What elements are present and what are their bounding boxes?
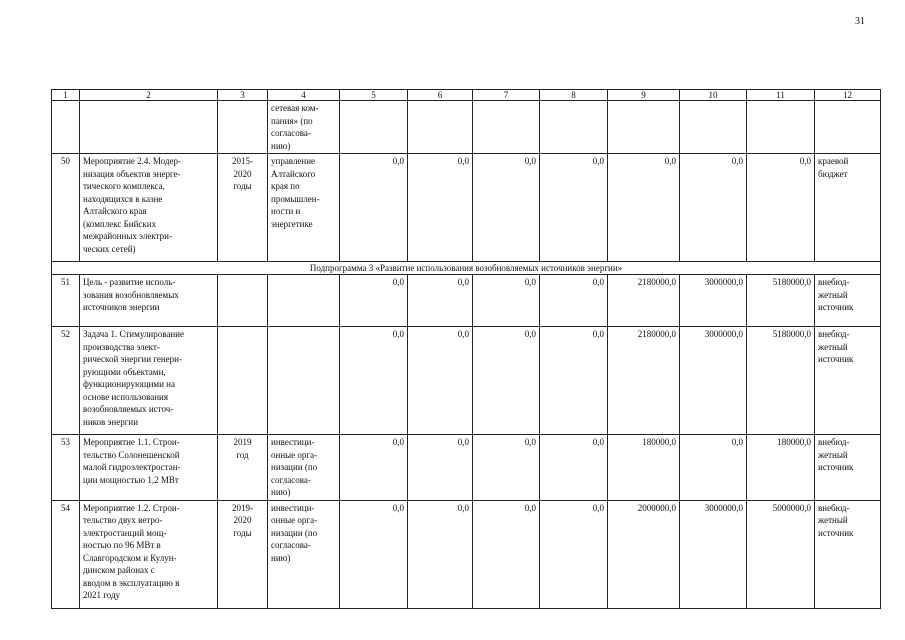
cell-col-3 bbox=[218, 101, 268, 154]
cell-col-2 bbox=[80, 101, 218, 154]
cell-col-6: 0,0 bbox=[408, 154, 473, 262]
cell-col-2: Мероприятие 2.4. Модер- низация объектов энерге- тического комплекса, находящихся в казне Алтайского края (комплекс Бийских межрайонных электри- ческих сетей) bbox=[80, 154, 218, 262]
header-cell: 7 bbox=[473, 90, 540, 101]
cell-col-2: Мероприятие 1.2. Строи- тельство двух ветро- электростанций мощ- ностью по 96 МВт в Славгородском и Кулун- динском районах с вводом в эксплуатацию в 2021 году bbox=[80, 500, 218, 608]
cell-col-12: краевой бюджет bbox=[815, 154, 881, 262]
cell-col-5: 0,0 bbox=[340, 435, 408, 501]
cell-col-6: 0,0 bbox=[408, 275, 473, 327]
cell-col-8: 0,0 bbox=[540, 500, 608, 608]
subprogram-title: Подпрограмма 3 «Развитие использования возобновляемых источников энергии» bbox=[52, 262, 881, 275]
cell-col-7: 0,0 bbox=[473, 435, 540, 501]
header-cell: 6 bbox=[408, 90, 473, 101]
cell-col-9: 2180000,0 bbox=[608, 275, 680, 327]
cell-col-4 bbox=[268, 275, 340, 327]
cell-col-11: 0,0 bbox=[747, 154, 815, 262]
cell-col-6: 0,0 bbox=[408, 500, 473, 608]
cell-col-6: 0,0 bbox=[408, 327, 473, 435]
cell-col-9: 180000,0 bbox=[608, 435, 680, 501]
cell-col-5: 0,0 bbox=[340, 154, 408, 262]
cell-col-6 bbox=[408, 101, 473, 154]
header-cell: 1 bbox=[52, 90, 80, 101]
cell-col-10: 3000000,0 bbox=[680, 500, 747, 608]
cell-col-9: 2180000,0 bbox=[608, 327, 680, 435]
cell-col-7: 0,0 bbox=[473, 275, 540, 327]
cell-col-2: Мероприятие 1.1. Строи- тельство Солонешенской малой гидроэлектростан- ции мощностью 1,2 МВт bbox=[80, 435, 218, 501]
cell-col-11: 5180000,0 bbox=[747, 327, 815, 435]
subprogram-row bbox=[52, 262, 881, 275]
table-row bbox=[52, 275, 881, 327]
cell-col-3: 2015- 2020 годы bbox=[218, 154, 268, 262]
cell-col-11: 5180000,0 bbox=[747, 275, 815, 327]
cell-col-1 bbox=[52, 101, 80, 154]
cell-col-7: 0,0 bbox=[473, 500, 540, 608]
header-cell: 8 bbox=[540, 90, 608, 101]
header-cell: 3 bbox=[218, 90, 268, 101]
cell-col-1: 51 bbox=[52, 275, 80, 327]
header-cell: 9 bbox=[608, 90, 680, 101]
header-cell: 4 bbox=[268, 90, 340, 101]
cell-col-11: 5000000,0 bbox=[747, 500, 815, 608]
cell-col-5 bbox=[340, 101, 408, 154]
cell-col-5: 0,0 bbox=[340, 500, 408, 608]
header-cell: 12 bbox=[815, 90, 881, 101]
table-row bbox=[52, 101, 881, 154]
cell-col-12: внебюд- жетный источник bbox=[815, 275, 881, 327]
cell-col-4: сетевая ком- пания» (по согласова- нию) bbox=[268, 101, 340, 154]
cell-col-4: инвестици- онные орга- низации (по согласова- нию) bbox=[268, 435, 340, 501]
cell-col-12: внебюд- жетный источник bbox=[815, 327, 881, 435]
cell-col-11 bbox=[747, 101, 815, 154]
header-cell: 11 bbox=[747, 90, 815, 101]
cell-col-8: 0,0 bbox=[540, 435, 608, 501]
cell-col-4: инвестици- онные орга- низации (по согласова- нию) bbox=[268, 500, 340, 608]
cell-col-1: 52 bbox=[52, 327, 80, 435]
cell-col-10 bbox=[680, 101, 747, 154]
cell-col-8: 0,0 bbox=[540, 327, 608, 435]
cell-col-7: 0,0 bbox=[473, 327, 540, 435]
cell-col-6: 0,0 bbox=[408, 435, 473, 501]
cell-col-2: Цель - развитие исполь- зования возобновляемых источников энергии bbox=[80, 275, 218, 327]
cell-col-4: управление Алтайского края по промышлен- ности и энергетике bbox=[268, 154, 340, 262]
cell-col-10: 3000000,0 bbox=[680, 275, 747, 327]
cell-col-5: 0,0 bbox=[340, 327, 408, 435]
cell-col-3 bbox=[218, 327, 268, 435]
cell-col-9: 2000000,0 bbox=[608, 500, 680, 608]
cell-col-10: 0,0 bbox=[680, 154, 747, 262]
cell-col-12: внебюд- жетный источник bbox=[815, 435, 881, 501]
table-row bbox=[52, 154, 881, 262]
cell-col-12 bbox=[815, 101, 881, 154]
cell-col-3: 2019 год bbox=[218, 435, 268, 501]
cell-col-3: 2019- 2020 годы bbox=[218, 500, 268, 608]
cell-col-5: 0,0 bbox=[340, 275, 408, 327]
cell-col-10: 0,0 bbox=[680, 435, 747, 501]
cell-col-2: Задача 1. Стимулирование производства элект- рической энергии генери- рующими объектами, функционирующими на основе использования возобновляемых источ- ников энергии bbox=[80, 327, 218, 435]
cell-col-8 bbox=[540, 101, 608, 154]
cell-col-1: 54 bbox=[52, 500, 80, 608]
table-row bbox=[52, 500, 881, 608]
page-number: 31 bbox=[855, 16, 865, 27]
header-cell: 10 bbox=[680, 90, 747, 101]
table-row bbox=[52, 327, 881, 435]
table-row bbox=[52, 435, 881, 501]
cell-col-1: 50 bbox=[52, 154, 80, 262]
cell-col-7: 0,0 bbox=[473, 154, 540, 262]
cell-col-11: 180000,0 bbox=[747, 435, 815, 501]
cell-col-1: 53 bbox=[52, 435, 80, 501]
cell-col-3 bbox=[218, 275, 268, 327]
cell-col-8: 0,0 bbox=[540, 154, 608, 262]
header-cell: 5 bbox=[340, 90, 408, 101]
cell-col-12: внебюд- жетный источник bbox=[815, 500, 881, 608]
header-row bbox=[52, 90, 881, 101]
cell-col-8: 0,0 bbox=[540, 275, 608, 327]
cell-col-7 bbox=[473, 101, 540, 154]
program-table bbox=[51, 89, 881, 609]
header-cell: 2 bbox=[80, 90, 218, 101]
cell-col-9: 0,0 bbox=[608, 154, 680, 262]
cell-col-4 bbox=[268, 327, 340, 435]
cell-col-10: 3000000,0 bbox=[680, 327, 747, 435]
cell-col-9 bbox=[608, 101, 680, 154]
